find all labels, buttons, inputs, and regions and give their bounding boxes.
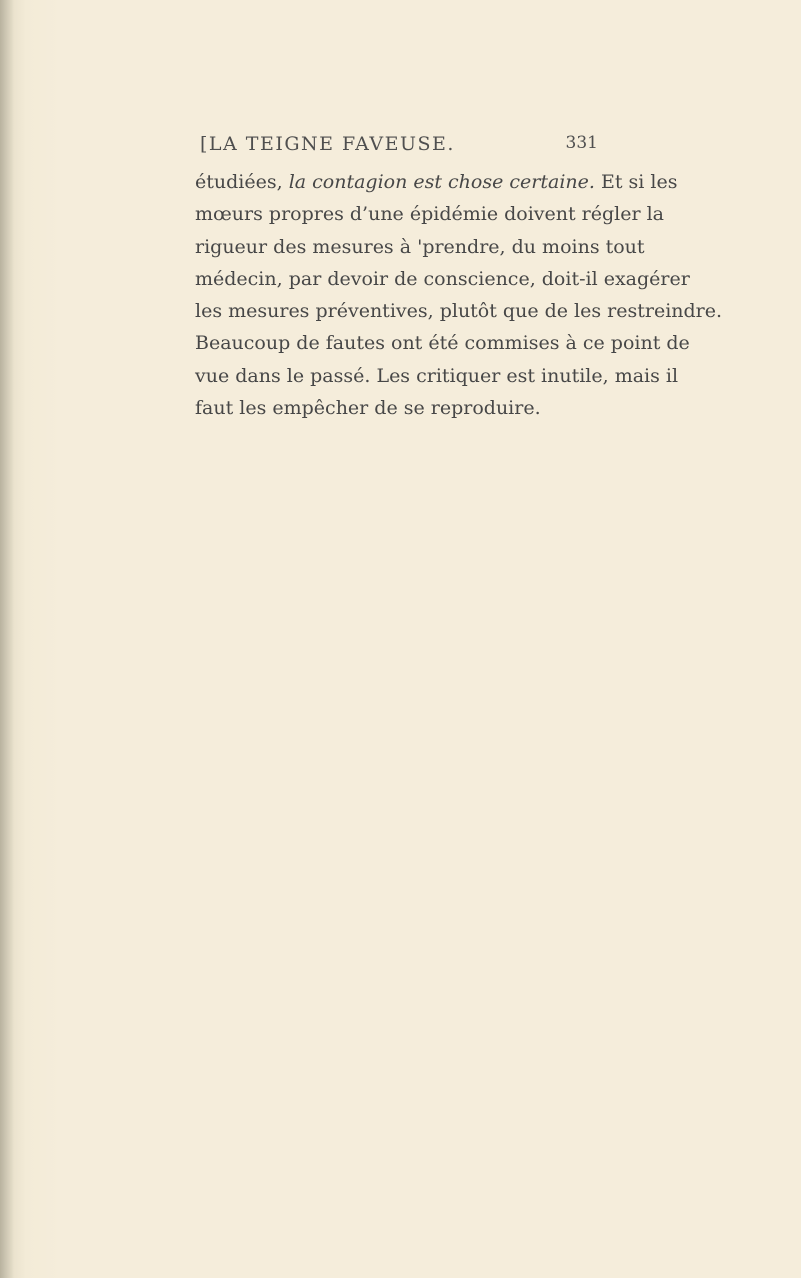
- text-span: étudiées,: [195, 171, 289, 193]
- text-line: rigueur des mesures à 'prendre, du moins tout: [195, 235, 645, 258]
- italic-emphasis: la contagion est chose certaine.: [288, 171, 595, 193]
- page-number: 331: [565, 133, 598, 153]
- text-line: Beaucoup de fautes ont été commises à ce point de: [195, 332, 690, 355]
- text-line: faut les empêcher de se reproduire.: [195, 397, 541, 420]
- running-head-title: [LA TEIGNE FAVEUSE.: [200, 133, 455, 155]
- text-line: mœurs propres d’une épidémie doivent régler la: [195, 203, 665, 226]
- page-gutter-shadow: [0, 0, 14, 1278]
- text-line: les mesures préventives, plutôt que de les restreindre.: [195, 300, 723, 323]
- text-line: médecin, par devoir de conscience, doit-il exagérer: [195, 267, 690, 290]
- body-paragraph: [195, 166, 723, 424]
- text-span: Et si les: [594, 171, 678, 193]
- running-head: [200, 133, 598, 161]
- text-line: [195, 166, 678, 198]
- text-line: vue dans le passé. Les critiquer est inutile, mais il: [195, 364, 679, 387]
